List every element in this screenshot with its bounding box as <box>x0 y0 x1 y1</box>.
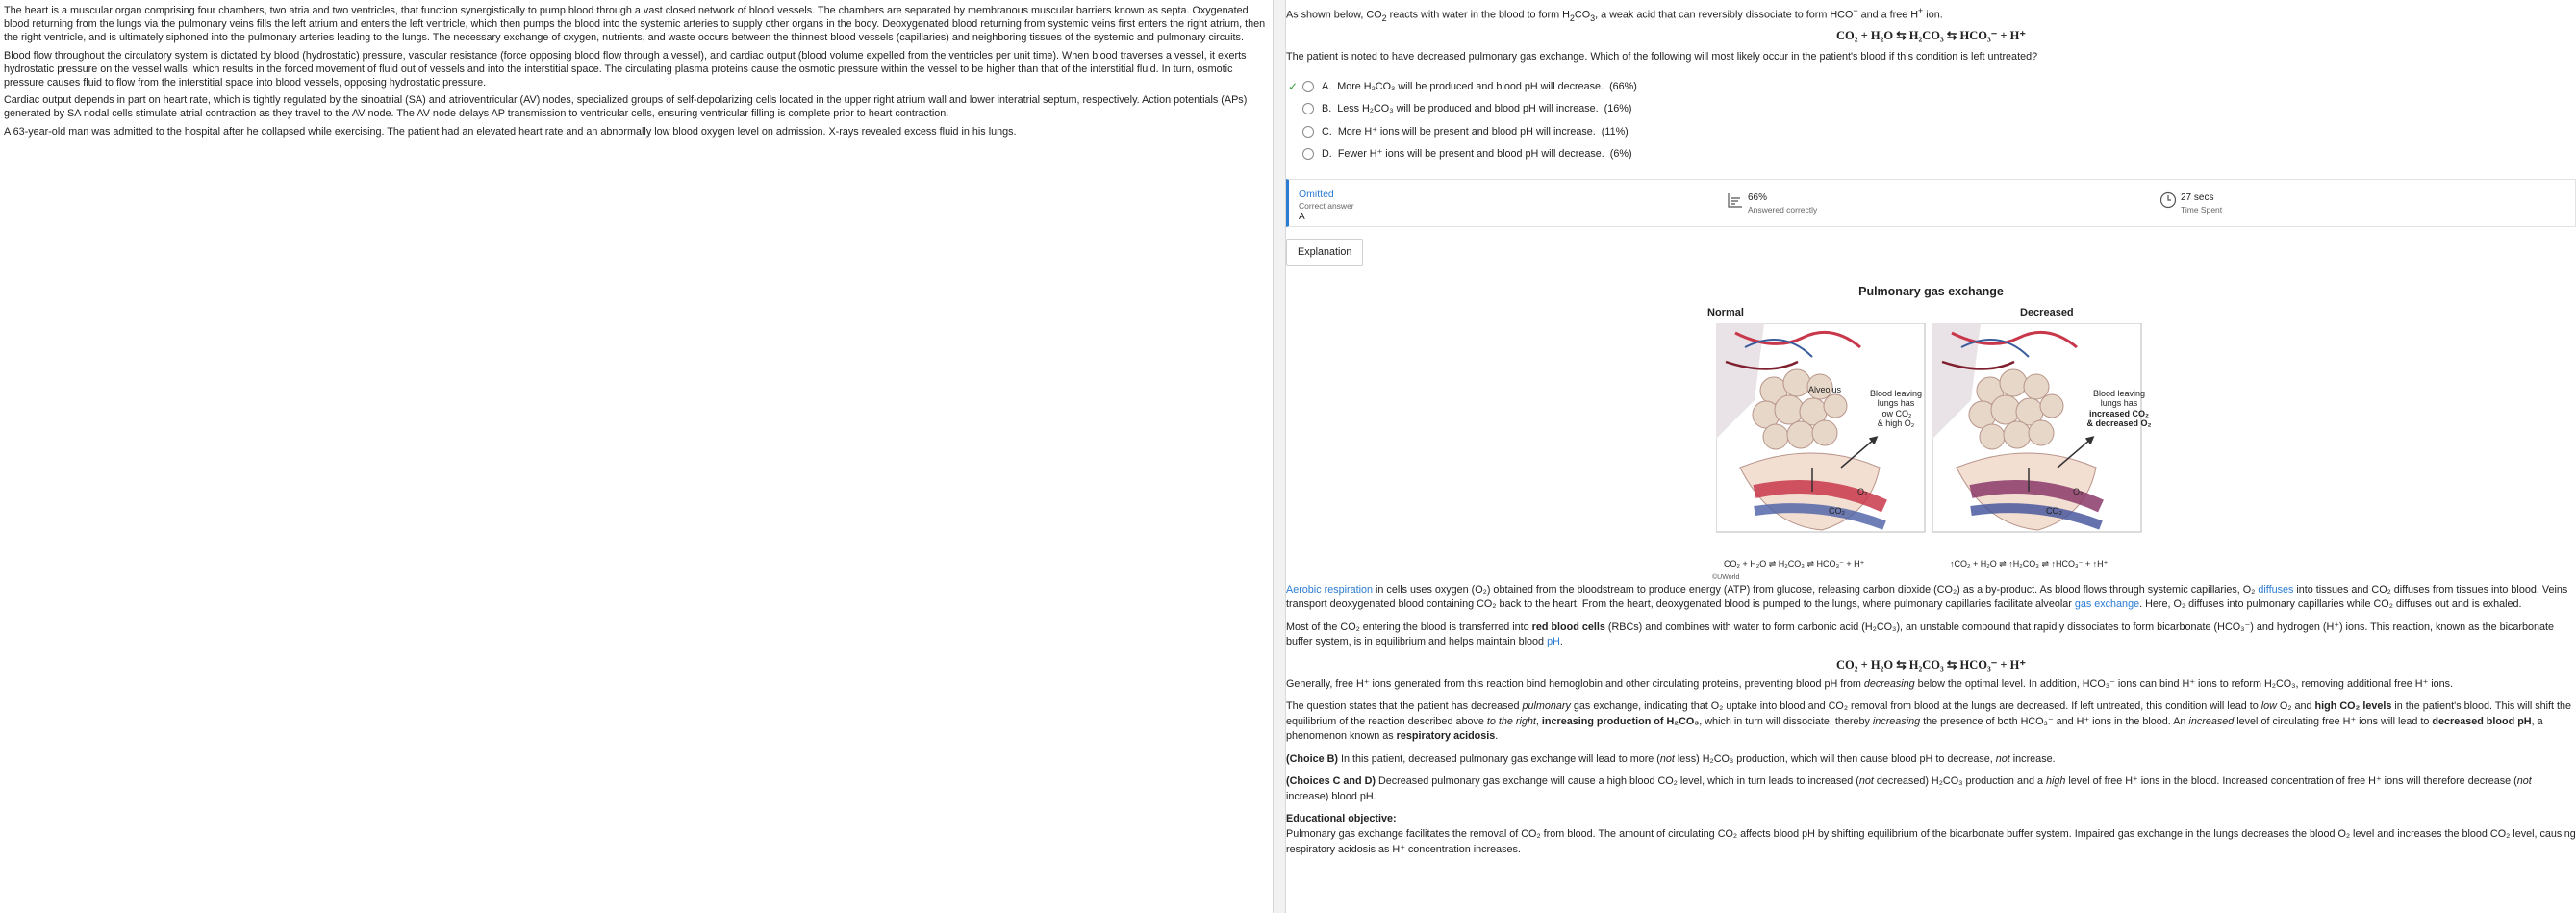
passage-paragraph-3: Cardiac output depends in part on heart rate, which is tightly regulated by the sinoatrial (SA) and atrioventricular (AV) nodes, specialized groups of self-depolarizing cells located in the upper right atrium wall and lower interatrial septum, respectively. Action potentials (APs) generated by SA nodal cells stimulate atrial contraction as they travel to the AV node. The AV node delays AP transmission to ventricular cells, ensuring ventricular filling is complete prior to heart contraction. <box>4 94 1248 120</box>
pulmonary-gas-exchange-figure <box>1286 285 2576 583</box>
ph-link[interactable]: pH <box>1547 636 1560 648</box>
check-icon: ✓ <box>1287 79 1299 93</box>
passage-paragraph-1: The heart is a muscular organ comprising four chambers, two atria and two ventricles, that function synergistically to pump blood through a vast closed network of blood vessels. The chambers are separated by membranous muscular barriers known as septa. Oxygenated blood returning from the lungs via the pulmonary veins fills the left atrium and enters the left ventricle, which then pumps the blood into the systemic arteries to supply other organs in the body. Deoxygenated blood returning from systemic veins first enters the right atrium, then the right ventricle, and is ultimately siphoned into the pulmonary arteries leading to the lungs. The necessary exchange of oxygen, nutrients, and waste occurs between the thinnest blood vessels (capillaries) and neighboring tissues of the systemic and pulmonary circuits. <box>4 5 1266 44</box>
result-bar <box>1286 179 2576 227</box>
radio-button[interactable] <box>1302 103 1314 114</box>
answer-choices <box>1286 75 2576 165</box>
explanation-choice-b: (Choice B) In this patient, decreased pulmonary gas exchange will lead to more (not less) H₂CO₃ production, which will then cause blood pH to decrease, not increase. <box>1286 752 2056 765</box>
alveolus-label: Alveolus <box>1808 384 1842 394</box>
choice-b[interactable]: B. Less H₂CO₃ will be produced and blood pH will increase. (16%) <box>1286 97 2576 120</box>
explanation-choices-c-d: (Choices C and D) Decreased pulmonary gas exchange will cause a high blood CO₂ level, which in turn leads to increased (not decreased) H₂CO₃ production and a high level of free H⁺ ions in the blood. Increased concentration of free H⁺ ions will therefore decrease (not increase) blood pH. <box>1286 775 2532 802</box>
decreased-note: Blood leaving lungs has increased CO₂ & decreased O₂ <box>2086 388 2152 429</box>
figure-title: Pulmonary gas exchange <box>1858 284 2004 298</box>
objective-text: Pulmonary gas exchange facilitates the removal of CO₂ from blood. The amount of circulating CO₂ affects blood pH by shifting equilibrium of the bicarbonate buffer system. Impaired gas exchange in the lungs decreases the blood O₂ level and increases the blood CO₂ level, causing respiratory acidosis as H⁺ concentration increases. <box>1286 828 2576 855</box>
normal-heading: Normal <box>1707 306 1744 318</box>
diffuses-link[interactable]: diffuses <box>2258 583 2294 596</box>
passage-paragraph-2: Blood flow throughout the circulatory system is dictated by blood (hydrostatic) pressure, vascular resistance (force opposing blood flow through a vessel), and cardiac output (blood volume expelled from the ventricles per unit time). When blood traverses a vessel, it exerts hydrostatic pressure on the vessel walls, which results in the forced movement of fluid out of vessels and into the interstitial space. The circulating plasma proteins cause the osmotic pressure within the vessel to be higher than that of the interstitial fluid. In turn, osmotic pressure causes fluid to flow from the interstitial space into blood vessels, opposing hydrostatic pressure. <box>4 49 1247 89</box>
passage-panel <box>0 0 1273 913</box>
objective-title: Educational objective: <box>1286 813 1397 825</box>
result-status <box>1299 188 1354 224</box>
aerobic-respiration-link[interactable]: Aerobic respiration <box>1286 583 1374 596</box>
radio-button[interactable] <box>1302 126 1314 138</box>
explanation-equation: CO₂ + H₂O ⇆ H₂CO₃ ⇆ HCO₃⁻ + H⁺ <box>1836 657 2026 672</box>
explanation-paragraph-4: The question states that the patient has decreased pulmonary gas exchange, indicating that O₂ uptake into blood and CO₂ removal from blood at the lungs are decreased. If left untreated, this condition will lead to low O₂ and high CO₂ levels in the patient's blood. This will shift the equilibrium of the reaction described above to the right, increasing production of H₂CO₃, which in turn will dissociate, thereby increasing the presence of both HCO₃⁻ and H⁺ ions in the blood. An increased level of circulating free H⁺ ions will lead to decreased blood pH, a phenomenon known as respiratory acidosis. <box>1286 700 2572 743</box>
result-time <box>2159 191 2222 215</box>
question-stem: The patient is noted to have decreased pulmonary gas exchange. Which of the following will most likely occur in the patient's blood if this condition is left untreated? <box>1286 50 2038 63</box>
choice-c[interactable]: C. More H⁺ ions will be present and blood pH will increase. (11%) <box>1286 120 2576 143</box>
radio-button[interactable] <box>1302 148 1314 160</box>
question-equation: CO₂ + H₂O ⇆ H₂CO₃ ⇆ HCO₃⁻ + H⁺ <box>1836 28 2026 42</box>
percent-label: Answered correctly <box>1748 204 1818 215</box>
decreased-equation: ↑CO₂ + H₂O ⇌ ↑H₂CO₃ ⇌ ↑HCO₃⁻ + ↑H⁺ <box>1950 558 2109 569</box>
question-intro: As shown below, $CO_2$ reacts with water in the blood to form $H_2CO_3$, a weak acid that can reversibly dissociate to form HCO− and a free H+ ion. <box>1286 6 1943 23</box>
explanation-paragraph-1: Aerobic respiration in cells uses oxygen (O₂) obtained from the bloodstream to produce energy (ATP) from glucose, releasing carbon dioxide (CO₂) as a by-product. As blood flows through systemic capillaries, O₂ diffuses into tissues and CO₂ diffuses from tissues into blood. Veins transport deoxygenated blood containing CO₂ back to the heart. From the heart, deoxygenated blood is pumped to the lungs, where pulmonary capillaries facilitate alveolar gas exchange. Here, O₂ diffuses into pulmonary capillaries while CO₂ diffuses out and is exhaled. <box>1286 583 2568 611</box>
explanation-body <box>1286 583 2576 858</box>
omitted-label: Omitted <box>1299 188 1334 200</box>
panel-divider[interactable] <box>1273 0 1286 913</box>
decreased-co2-label: CO₂ <box>2046 505 2062 516</box>
normal-equation: CO₂ + H₂O ⇌ H₂CO₃ ⇌ HCO₃⁻ + H⁺ <box>1724 558 1865 569</box>
correct-answer-value: A <box>1299 211 1305 222</box>
correct-answer-label: Correct answer <box>1299 200 1354 211</box>
decreased-o2-label: O₂ <box>2073 486 2084 496</box>
explanation-paragraph-2: Most of the CO₂ entering the blood is transferred into red blood cells (RBCs) and combines with water to form carbonic acid (H₂CO₃), an unstable compound that rapidly dissociates to form bicarbonate (HCO₃⁻) and hydrogen (H⁺) ions. This reaction, known as the bicarbonate buffer system, is in equilibrium and helps maintain blood pH. <box>1286 621 2555 648</box>
time-value: 27 secs <box>2181 191 2214 203</box>
question-panel <box>1286 0 2576 913</box>
normal-co2-label: CO₂ <box>1829 505 1845 516</box>
radio-button[interactable] <box>1302 81 1314 92</box>
percent-value: 66% <box>1748 191 1768 203</box>
gas-exchange-link[interactable]: gas exchange <box>2074 598 2140 611</box>
copyright: ©UWorld <box>1712 573 1740 581</box>
choice-a[interactable]: ✓ A. More H₂CO₃ will be produced and blood pH will decrease. (66%) <box>1287 79 1637 93</box>
bar-chart-icon <box>1727 191 1744 209</box>
decreased-heading: Decreased <box>2020 306 2074 318</box>
choice-d[interactable]: D. Fewer H⁺ ions will be present and blood pH will decrease. (6%) <box>1286 142 2576 165</box>
clock-icon <box>2159 191 2177 209</box>
explanation-paragraph-3: Generally, free H⁺ ions generated from this reaction bind hemoglobin and other circulating proteins, preventing blood pH from decreasing below the optimal level. In addition, HCO₃⁻ ions can bind H⁺ ions to reform H₂CO₃, removing additional free H⁺ ions. <box>1286 677 2454 690</box>
time-label: Time Spent <box>2181 204 2223 215</box>
result-percent <box>1727 191 1817 215</box>
normal-o2-label: O₂ <box>1857 486 1868 496</box>
normal-note: Blood leaving lungs has low CO₂ & high O₂ <box>1869 388 1923 429</box>
explanation-tab[interactable]: Explanation <box>1286 239 1363 266</box>
passage-paragraph-4: A 63-year-old man was admitted to the hospital after he collapsed while exercising. The patient had an elevated heart rate and an abnormally low blood oxygen level on admission. X-rays revealed excess fluid in his lungs. <box>4 125 1017 138</box>
